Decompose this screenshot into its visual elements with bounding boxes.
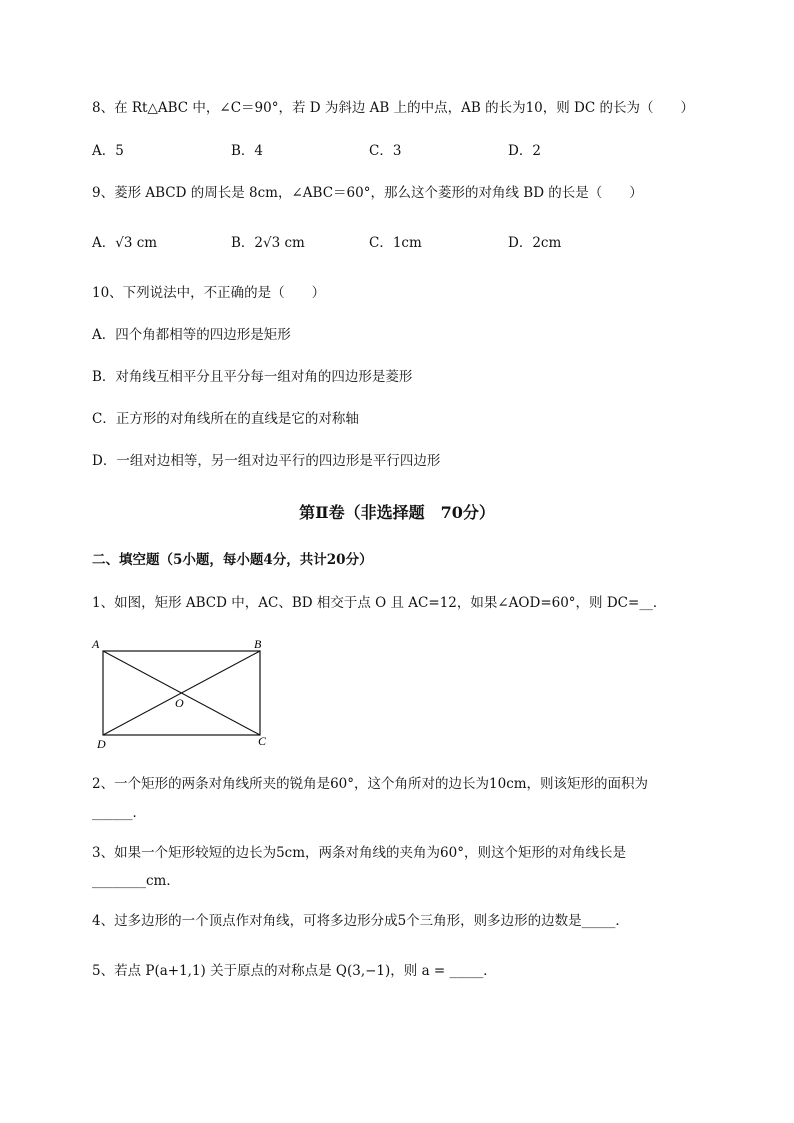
q8-option-a: A．5 <box>92 143 124 159</box>
label-c: C <box>258 734 267 748</box>
q9-option-d: D．2cm <box>508 235 562 251</box>
question-8: 8、在 Rt△ABC 中，∠C＝90°，若 D 为斜边 AB 上的中点，AB 的长为10，则 DC 的长为（ ） <box>92 100 694 116</box>
fill-question-4: 4、过多边形的一个顶点作对角线，可将多边形分成5个三角形，则多边形的边数是_____． <box>92 913 629 929</box>
fill-question-5: 5、若点 P(a+1,1) 关于原点的对称点是 Q(3,−1)，则 a = _____． <box>92 963 497 979</box>
fill-question-2: 2、一个矩形的两条对角线所夹的锐角是60°，这个角所对的边长为10cm，则该矩形的面积为 <box>92 776 649 792</box>
q9-option-c: C．1cm <box>369 235 422 251</box>
label-o: O <box>175 696 184 710</box>
q9-option-a: A．√3 cm <box>92 235 158 251</box>
q8-option-b: B．4 <box>231 143 264 159</box>
fill-question-3-blank: ________cm． <box>92 873 180 889</box>
q8-option-c: C．3 <box>369 143 402 159</box>
question-9: 9、菱形 ABCD 的周长是 8cm，∠ABC＝60°，那么这个菱形的对角线 BD 的长是（ ） <box>92 185 643 201</box>
label-b: B <box>254 637 262 651</box>
q10-option-d: D．一组对边相等，另一组对边平行的四边形是平行四边形 <box>92 453 441 469</box>
fill-question-3: 3、如果一个矩形较短的边长为5cm，两条对角线的夹角为60°，则这个矩形的对角线长是 <box>92 845 626 861</box>
fill-question-1: 1、如图，矩形 ABCD 中，AC、BD 相交于点 O 且 AC=12，如果∠AOD=60°，则 DC=__． <box>92 595 667 611</box>
q10-option-b: B．对角线互相平分且平分每一组对角的四边形是菱形 <box>92 369 413 385</box>
section-2-header: 二、填空题（5小题，每小题4分，共计20分） <box>92 552 373 568</box>
label-d: D <box>97 737 106 751</box>
q10-option-c: C．正方形的对角线所在的直线是它的对称轴 <box>92 411 359 427</box>
q10-option-a: A．四个角都相等的四边形是矩形 <box>92 327 291 343</box>
rectangle-figure <box>88 632 278 754</box>
label-a: A <box>92 637 100 651</box>
question-10: 10、下列说法中，不正确的是（ ） <box>92 285 326 301</box>
part-2-title: 第Ⅱ卷（非选择题 70分） <box>299 503 495 522</box>
q8-option-d: D．2 <box>508 143 541 159</box>
q9-option-b: B．2√3 cm <box>231 235 305 251</box>
fill-question-2-blank: ______． <box>92 805 146 821</box>
